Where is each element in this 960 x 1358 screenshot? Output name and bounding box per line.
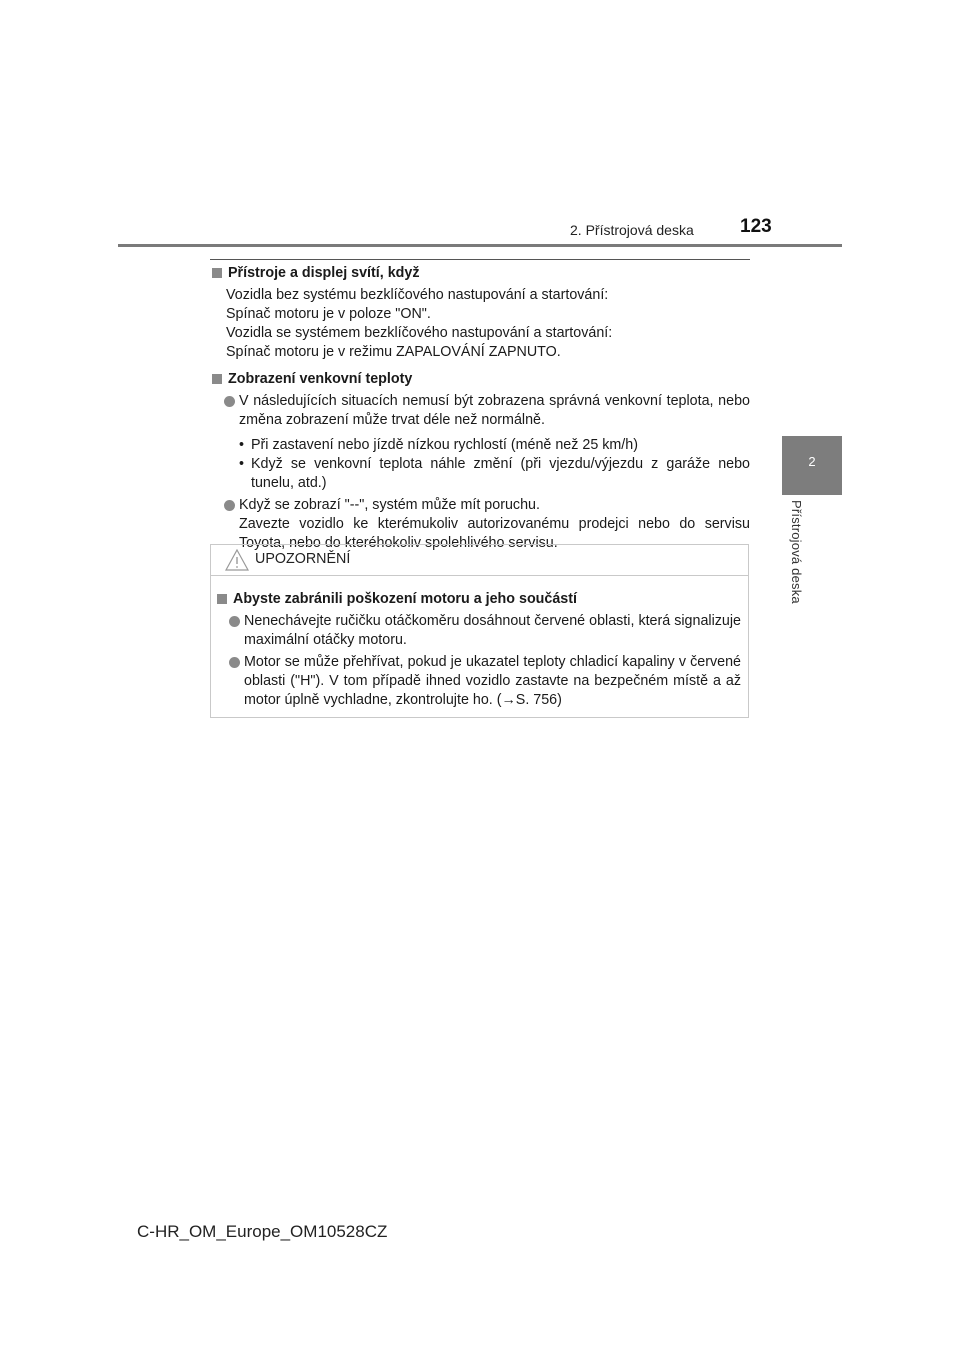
warning-title: UPOZORNĚNÍ bbox=[255, 551, 351, 567]
list-item: • Když se venkovní teplota náhle změní (při vjezdu/výjezdu z garáže nebo tunelu, atd.) bbox=[239, 456, 750, 491]
square-bullet-icon bbox=[212, 374, 222, 384]
circle-bullet-icon bbox=[224, 500, 235, 511]
chapter-tab-number: 2 bbox=[808, 454, 816, 469]
content-rule bbox=[210, 259, 750, 260]
footer-doc-code: C-HR_OM_Europe_OM10528CZ bbox=[137, 1222, 388, 1241]
header-section-title: 2. Přístrojová deska bbox=[570, 222, 694, 238]
list-item: Motor se může přehřívat, pokud je ukazatel teploty chladicí kapaliny v červené oblasti ("H"). V tom případě ihned vozidlo zastavte na bezpečném místě a až motor úplně vychladne, zkontrolujte ho. (→S. 756) bbox=[229, 653, 741, 710]
page-number: 123 bbox=[740, 216, 772, 237]
circle-bullet-icon bbox=[229, 657, 240, 668]
warning-triangle-icon bbox=[225, 549, 249, 571]
warning-box bbox=[210, 544, 749, 718]
square-bullet-icon bbox=[212, 268, 222, 278]
list-item: • Při zastavení nebo jízdě nízkou rychlostí (méně než 25 km/h) bbox=[239, 437, 638, 453]
square-bullet-icon bbox=[217, 594, 227, 604]
circle-bullet-icon bbox=[229, 616, 240, 627]
section-paragraph: Vozidla bez systému bezklíčového nastupování a startování: Spínač motoru je v poloze "ON". Vozidla se systémem bezklíčového nastupování a startování: Spínač motoru je v režimu ZAPALOVÁNÍ ZAPNUTO. bbox=[226, 287, 613, 360]
section-heading: Zobrazení venkovní teploty bbox=[210, 370, 750, 389]
section-heading: Přístroje a displej svítí, když bbox=[210, 264, 750, 283]
chapter-tab-label: Přístrojová deska bbox=[789, 500, 804, 604]
list-item: Nenechávejte ručičku otáčkoměru dosáhnout červené oblasti, která signalizuje maximální otáčky motoru. bbox=[229, 612, 741, 650]
header-rule bbox=[118, 244, 842, 247]
list-item: V následujících situacích nemusí být zobrazena správná venkovní teplota, nebo změna zobrazení může trvat déle než normálně. • Při zastavení nebo jízdě nízkou rychlostí (méně než 25 km/h) • Když se venkovní teplota náhle změní (při vjezdu/výjezdu z garáže nebo tunelu, atd.) bbox=[224, 392, 750, 493]
warning-header bbox=[211, 545, 748, 576]
chapter-tab bbox=[782, 436, 842, 495]
list-item: Když se zobrazí "--", systém může mít poruchu. Zavezte vozidlo ke kterémukoliv autorizovanému prodejci nebo do servisu Toyota, nebo do kteréhokoliv spolehlivého servisu. bbox=[224, 496, 750, 553]
warning-body bbox=[211, 576, 748, 710]
warning-heading: Abyste zabránili poškození motoru a jeho součástí bbox=[215, 590, 741, 609]
circle-bullet-icon bbox=[224, 396, 235, 407]
main-content bbox=[210, 264, 750, 553]
